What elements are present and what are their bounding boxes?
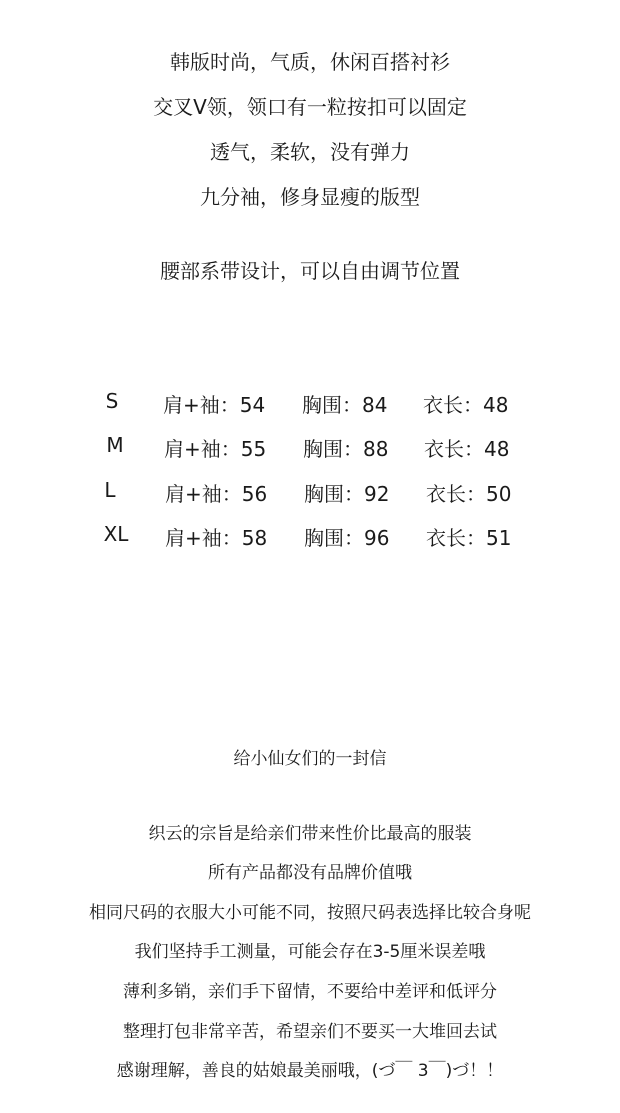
shoulder-sleeve-value: 肩+袖：58: [165, 526, 268, 550]
intro-line: 腰部系带设计，可以自由调节位置: [160, 259, 460, 283]
letter-line: 感谢理解，善良的姑娘最美丽哦，(づ￣ 3￣)づ！！: [116, 1061, 504, 1081]
letter-line: 所有产品都没有品牌价值哦: [208, 863, 412, 883]
size-row-xl: [0, 522, 620, 552]
letter-line: 相同尺码的衣服大小可能不同，按照尺码表选择比较合身呢: [89, 903, 531, 923]
length-value: 衣长：51: [426, 526, 512, 550]
intro-line: 交叉V领，领口有一粒按扣可以固定: [153, 95, 467, 119]
intro-line: 透气，柔软，没有弹力: [210, 140, 410, 164]
letter-line: 织云的宗旨是给亲们带来性价比最高的服装: [148, 824, 472, 844]
size-row-s: [0, 389, 620, 419]
letter-line: 整理打包非常辛苦，希望亲们不要买一大堆回去试: [123, 1022, 497, 1042]
letter-line: 薄利多销，亲们手下留情，不要给中差评和低评分: [123, 982, 497, 1002]
length-value: 衣长：48: [424, 437, 510, 461]
size-label: XL: [103, 522, 129, 546]
length-value: 衣长：50: [426, 482, 512, 506]
chest-value: 胸围：88: [303, 437, 389, 461]
size-label: M: [106, 433, 124, 457]
shoulder-sleeve-value: 肩+袖：56: [165, 482, 268, 506]
shoulder-sleeve-value: 肩+袖：55: [164, 437, 267, 461]
chest-value: 胸围：96: [304, 526, 390, 550]
size-label: S: [105, 389, 119, 413]
size-row-l: [0, 478, 620, 508]
letter-title: 给小仙女们的一封信: [233, 749, 387, 769]
intro-line: 九分袖，修身显瘦的版型: [200, 185, 420, 209]
letter-line: 我们坚持手工测量，可能会存在3-5厘米误差哦: [134, 942, 486, 962]
intro-line: 韩版时尚，气质，休闲百搭衬衫: [170, 50, 450, 74]
size-row-m: [0, 433, 620, 463]
chest-value: 胸围：84: [302, 393, 388, 417]
size-label: L: [104, 478, 116, 502]
length-value: 衣长：48: [423, 393, 509, 417]
chest-value: 胸围：92: [304, 482, 390, 506]
shoulder-sleeve-value: 肩+袖：54: [163, 393, 266, 417]
